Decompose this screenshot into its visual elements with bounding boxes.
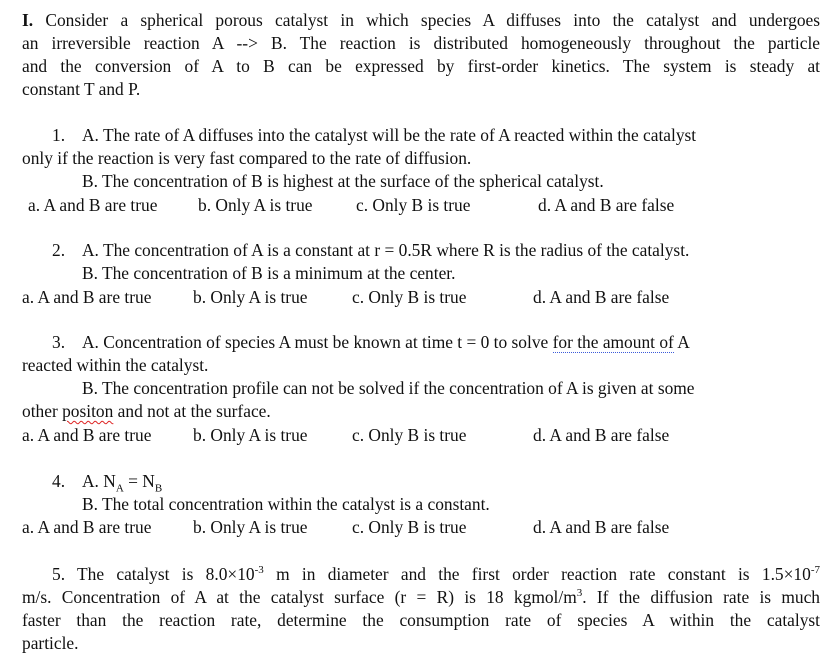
q5-line-1: 5. The catalyst is $8.0\times 10^{-3}$ m in diameter and the first order reaction rate constant is $1.5\times 10^{-7}$ [52,564,820,584]
q4-statement-b: B. The total concentration within the catalyst is a constant. [82,494,490,514]
q2-option-d: d. A and B are false [533,287,670,307]
q3-option-b: b. Only A is true [193,425,308,445]
q1-option-a: a. A and B are true [28,195,158,215]
grammar-dotted-underline: for the amount of [552,332,674,352]
q5-paragraph [22,563,820,655]
q4-statement-a: A. $N_A = N_B$ [82,471,163,495]
q5-line-2: m/s. Concentration of A at the catalyst surface (r = R) is 18 kgmol/$m^3$. If the diffusion rate is much [22,587,820,607]
q1-statement-b: B. The concentration of B is highest at the surface of the spherical catalyst. [82,171,604,191]
q4-number: 4. [52,471,66,491]
intro-line-4: constant T and P. [22,79,141,99]
q2-option-b: b. Only A is true [193,287,308,307]
q3-option-a: a. A and B are true [22,425,152,445]
intro-paragraph [22,9,820,101]
q1-option-c: c. Only B is true [356,195,471,215]
q2-option-a: a. A and B are true [22,287,152,307]
q4-option-a: a. A and B are true [22,517,152,537]
q4-option-c: c. Only B is true [352,517,467,537]
q3-statement-a: A. Concentration of species A must be known at time t = 0 to solve for the amount of A [82,332,690,352]
q3-option-c: c. Only B is true [352,425,467,445]
q3-statement-a-cont: reacted within the catalyst. [22,355,209,375]
q2-statement-a: A. The concentration of A is a constant at r = 0.5R where R is the radius of the catalyst. [82,240,690,260]
q3-statement-b: B. The concentration profile can not be solved if the concentration of A is given at some [82,378,695,398]
intro-line-2: an irreversible reaction A --> B. The reaction is distributed homogeneously throughout the particle [22,33,820,53]
q1-statement-a-cont: only if the reaction is very fast compared to the rate of diffusion. [22,148,472,168]
section-label: I. [22,10,34,30]
q3-statement-b-cont: other positon and not at the surface. [22,401,271,421]
q1-option-b: b. Only A is true [198,195,313,215]
intro-line-1: I. Consider a spherical porous catalyst in which species A diffuses into the catalyst and undergoes [22,10,820,30]
intro-line-3: and the conversion of A to B can be expressed by first-order kinetics. The system is steady at [22,56,820,76]
q1-option-d: d. A and B are false [538,195,675,215]
q3-option-d: d. A and B are false [533,425,670,445]
q5-line-4: particle. [22,633,79,653]
q4-option-b: b. Only A is true [193,517,308,537]
q5-line-3: faster than the reaction rate, determine the consumption rate of species A within the catalyst [22,610,820,630]
spelling-error-underline: positon [62,401,114,421]
q2-number: 2. [52,240,66,260]
q1-number: 1. [52,125,66,145]
q2-option-c: c. Only B is true [352,287,467,307]
q3-number: 3. [52,332,66,352]
q2-statement-b: B. The concentration of B is a minimum at the center. [82,263,456,283]
q1-statement-a: A. The rate of A diffuses into the catalyst will be the rate of A reacted within the catalyst [82,125,697,145]
q4-option-d: d. A and B are false [533,517,670,537]
